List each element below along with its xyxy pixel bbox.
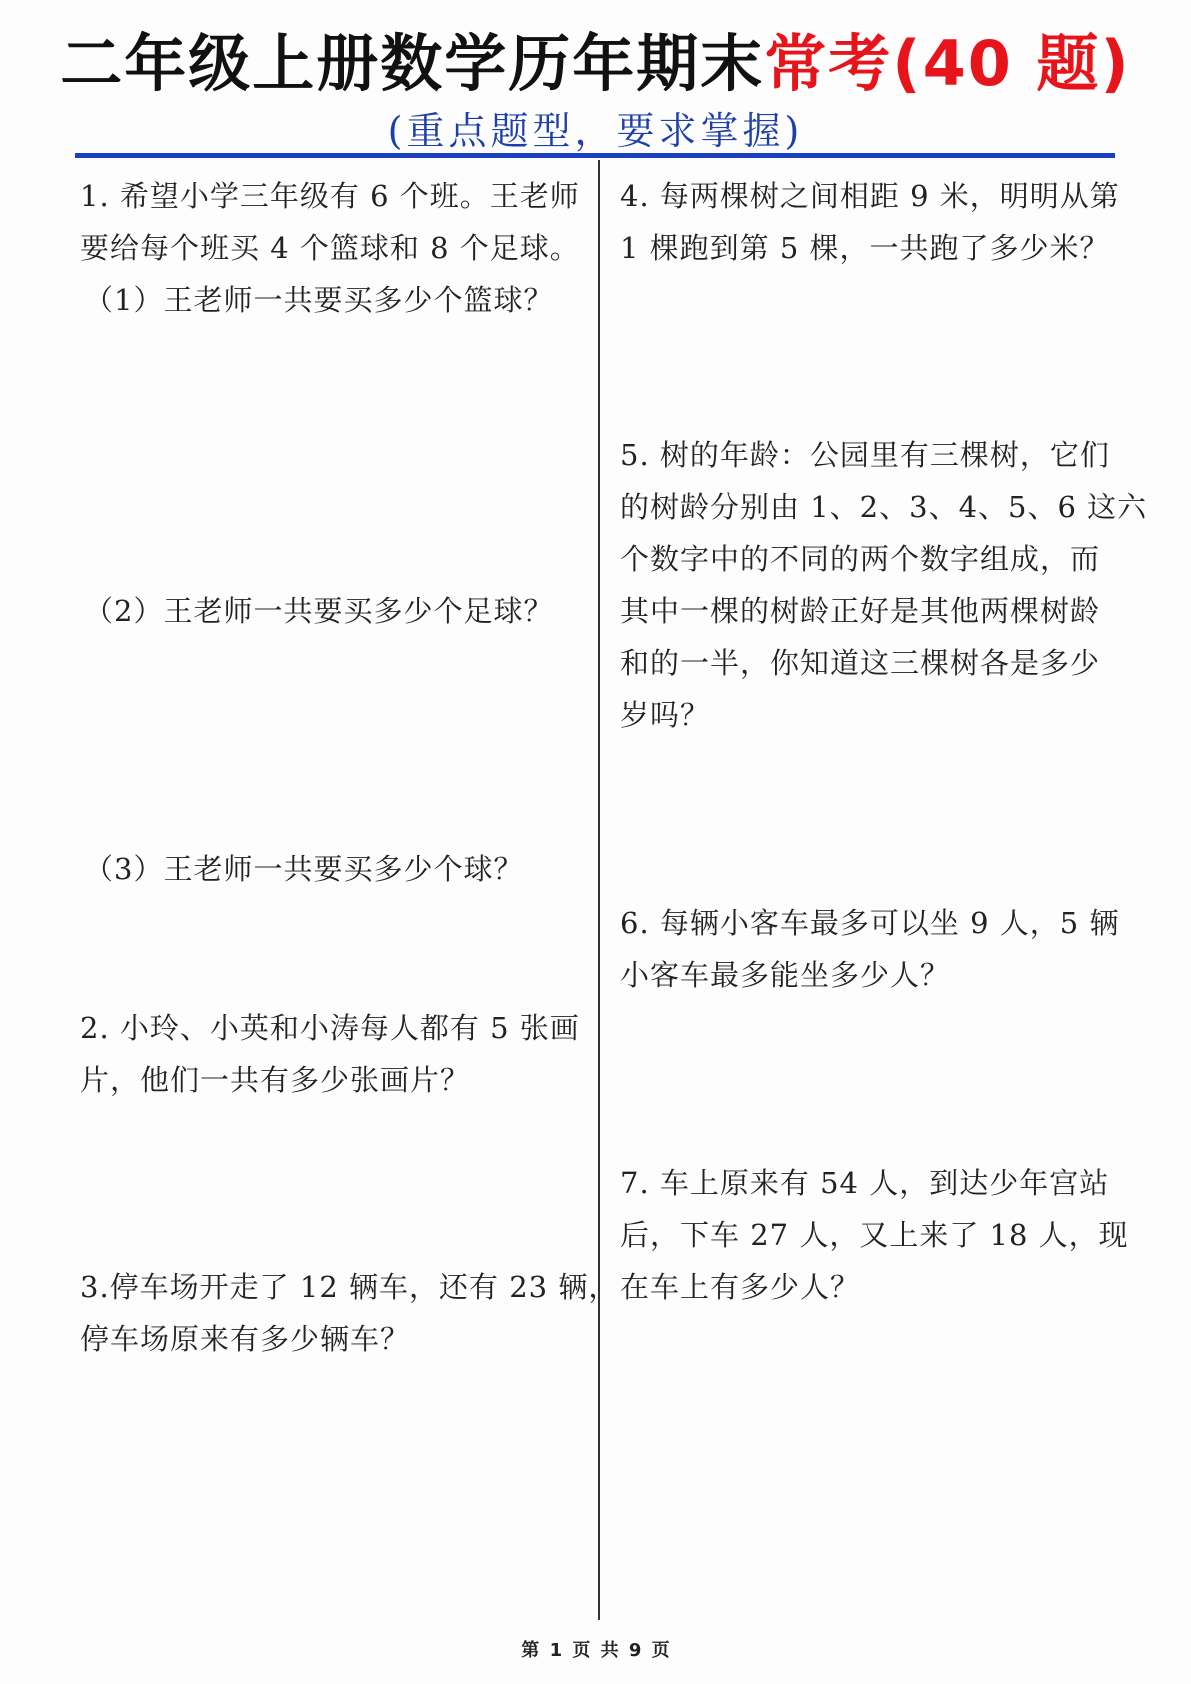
question-line: 其中一棵的树龄正好是其他两棵树龄 <box>620 594 1101 628</box>
question-line: 5. 树的年龄：公园里有三棵树，它们 <box>620 438 1110 472</box>
question-line: 2. 小玲、小英和小涛每人都有 5 张画 <box>80 1011 580 1045</box>
question-line: 1 棵跑到第 5 棵，一共跑了多少米？ <box>620 231 1110 265</box>
page-number: 第 1 页 共 9 页 <box>521 1640 670 1661</box>
question-line: 在车上有多少人？ <box>620 1270 861 1304</box>
question-line: 3.停车场开走了 12 辆车，还有 23 辆， <box>80 1270 619 1304</box>
question-line: 小客车最多能坐多少人？ <box>620 958 951 992</box>
question-line: 的树龄分别由 1、2、3、4、5、6 这六 <box>620 490 1148 524</box>
question-line: 岁吗？ <box>620 698 711 732</box>
title-main: 二年级上册数学历年期末 <box>60 27 765 100</box>
question-line: （3）王老师一共要买多少个球？ <box>84 852 524 886</box>
question-line: 和的一半，你知道这三棵树各是多少 <box>620 646 1101 680</box>
question-line: 个数字中的不同的两个数字组成，而 <box>620 542 1101 576</box>
title-highlight: 常考(40 题) <box>764 27 1131 100</box>
question-line: 4. 每两棵树之间相距 9 米，明明从第 <box>620 179 1120 213</box>
question-line: 要给每个班买 4 个篮球和 8 个足球。 <box>80 231 580 265</box>
question-line: 7. 车上原来有 54 人，到达少年宫站 <box>620 1166 1110 1200</box>
column-divider <box>598 160 600 1620</box>
subtitle: (重点题型，要求掌握) <box>387 109 804 153</box>
question-line: 后，下车 27 人，又上来了 18 人，现 <box>620 1218 1129 1252</box>
question-line: 1. 希望小学三年级有 6 个班。王老师 <box>80 179 580 213</box>
header-divider <box>75 153 1115 158</box>
page-title <box>0 14 1191 103</box>
question-line: （1）王老师一共要买多少个篮球？ <box>84 283 554 317</box>
question-line: 6. 每辆小客车最多可以坐 9 人，5 辆 <box>620 906 1120 940</box>
question-line: 片，他们一共有多少张画片？ <box>80 1063 471 1097</box>
question-line: （2）王老师一共要买多少个足球？ <box>84 594 554 628</box>
question-line: 停车场原来有多少辆车？ <box>80 1322 411 1356</box>
